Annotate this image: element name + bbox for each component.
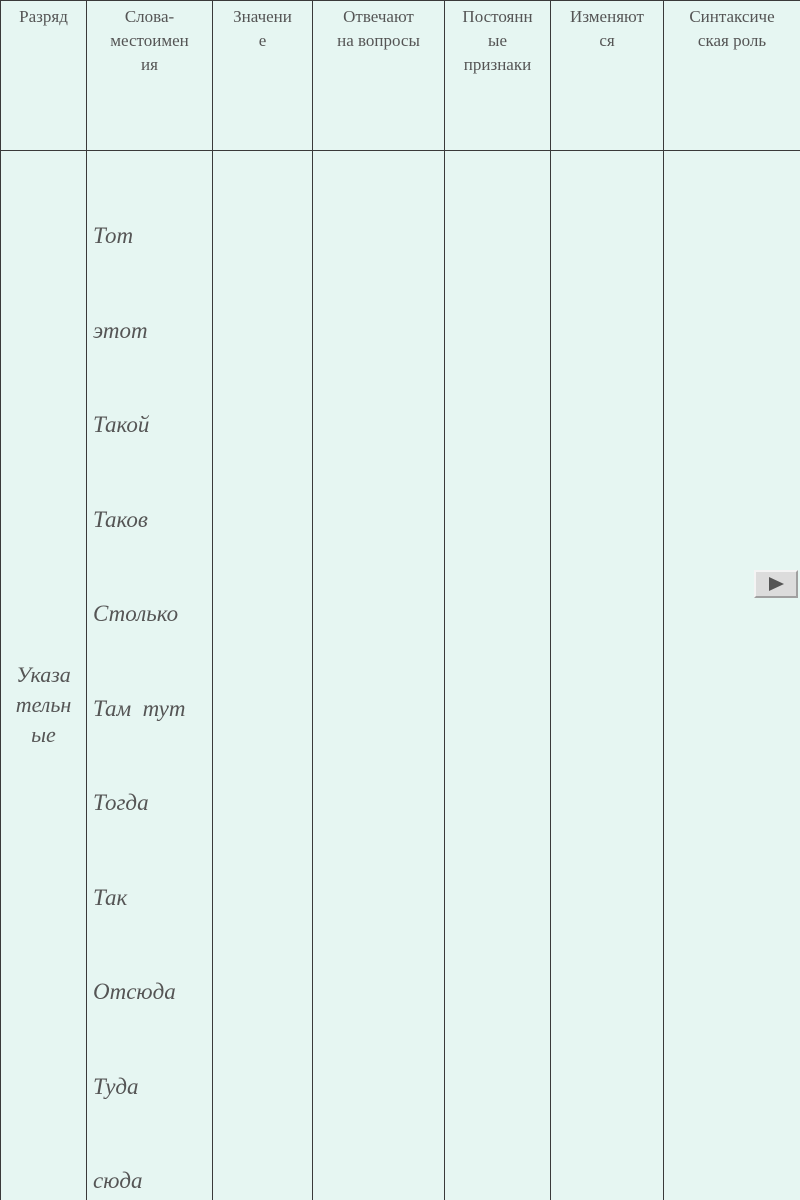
constant-features-cell[interactable]	[445, 151, 551, 1200]
questions-cell[interactable]	[313, 151, 445, 1200]
list-item: Так	[93, 882, 212, 914]
table-row	[1, 151, 800, 1200]
header-znachenie: Значени е	[213, 1, 313, 151]
pronoun-list	[87, 151, 212, 1200]
list-item: Столько	[93, 598, 212, 630]
list-item: этот	[93, 315, 212, 347]
list-item: Тогда	[93, 787, 212, 819]
list-item: сюда	[93, 1165, 212, 1197]
header-row	[1, 1, 800, 151]
header-slova-mestoimeniya: Слова- местоимен ия	[87, 1, 213, 151]
header-razryad: Разряд	[1, 1, 87, 151]
header-sintaksicheskaya-rol: Синтаксиче ская роль	[664, 1, 800, 151]
header-izmenyayutsya: Изменяют ся	[551, 1, 664, 151]
header-otvechayut: Отвечают на вопросы	[313, 1, 445, 151]
syntactic-role-cell[interactable]	[664, 151, 800, 1200]
category-cell: Указа тельн ые	[1, 151, 87, 1200]
header-postoyannye-priznaki: Постоянн ые признаки	[445, 1, 551, 151]
list-item: Тот	[93, 220, 212, 252]
list-item: Такой	[93, 409, 212, 441]
changes-cell[interactable]	[551, 151, 664, 1200]
next-slide-button[interactable]	[754, 570, 798, 598]
list-item: Там тут	[93, 693, 212, 725]
list-item: Отсюда	[93, 976, 212, 1008]
play-triangle-icon	[766, 576, 786, 592]
pronoun-words-cell	[87, 151, 213, 1200]
list-item: Туда	[93, 1071, 212, 1103]
list-item: Таков	[93, 504, 212, 536]
meaning-cell[interactable]	[213, 151, 313, 1200]
